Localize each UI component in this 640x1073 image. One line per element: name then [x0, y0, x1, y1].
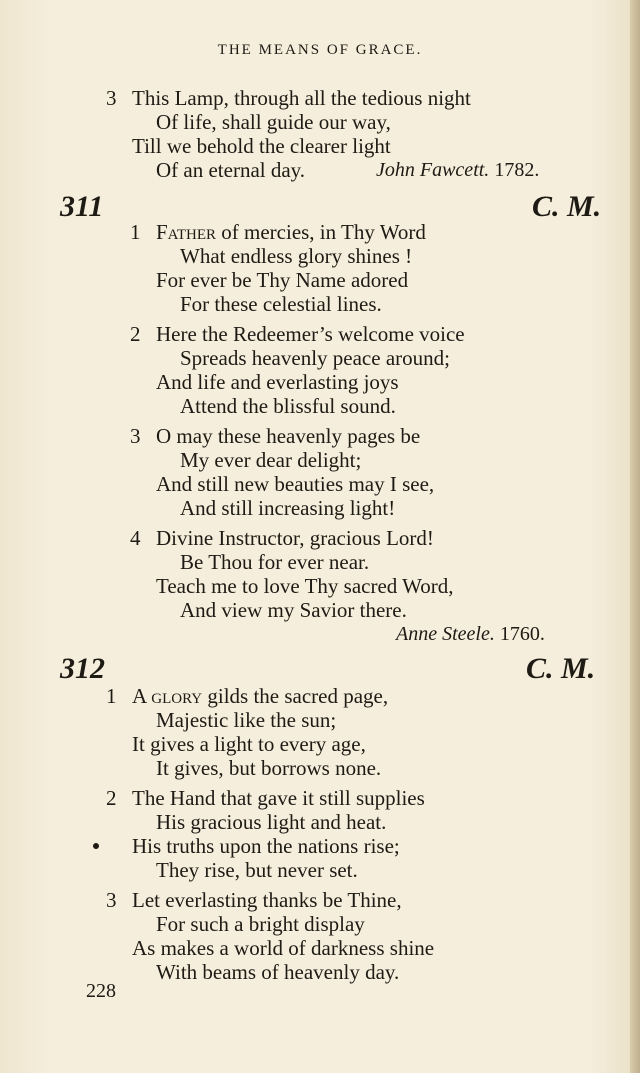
verse-line: For ever be Thy Name adored — [156, 268, 409, 292]
stanza-number: 3 — [130, 424, 141, 448]
verse-line: Spreads heavenly peace around; — [180, 346, 450, 370]
verse-line: His truths upon the nations rise; — [132, 834, 400, 858]
verse-line: And view my Savior there. — [180, 598, 407, 622]
verse-line: Be Thou for ever near. — [180, 550, 370, 574]
stanza-number: 3 — [106, 888, 117, 912]
verse-line: For such a bright display — [156, 912, 365, 936]
verse-line: They rise, but never set. — [156, 858, 358, 882]
ink-mark — [93, 843, 99, 849]
verse-line: Attend the blissful sound. — [180, 394, 396, 418]
verse-line: Till we behold the clearer light — [132, 134, 391, 158]
verse-line: And life and everlasting joys — [156, 370, 399, 394]
running-head: THE MEANS OF GRACE. — [217, 42, 423, 58]
verse-line: With beams of heavenly day. — [156, 960, 400, 984]
line-rest: of mercies, in Thy Word — [216, 220, 426, 244]
line-rest: gilds the sacred page, — [202, 684, 389, 708]
verse-line: And still new beauties may I see, — [156, 472, 435, 496]
verse-line: It gives, but borrows none. — [156, 756, 382, 780]
stanza-number: 2 — [106, 786, 117, 810]
hymn-meter: C. M. — [526, 652, 596, 685]
verse-line: My ever dear delight; — [180, 448, 362, 472]
verse-line: What endless glory shines ! — [180, 244, 413, 268]
hymn-meter: C. M. — [532, 190, 602, 223]
stanza-number: 4 — [130, 526, 141, 550]
verse-line: Divine Instructor, gracious Lord! — [156, 526, 434, 550]
verse-line: For these celestial lines. — [180, 292, 382, 316]
stanza-number: 3 — [106, 86, 117, 110]
first-word: Father — [156, 220, 217, 244]
author-name: John Fawcett. — [376, 159, 490, 181]
attribution — [376, 158, 539, 182]
stanza-number: 1 — [106, 684, 117, 708]
author-name: Anne Steele. — [396, 623, 495, 645]
stanza-number: 2 — [130, 322, 141, 346]
page-number: 228 — [86, 980, 116, 1002]
verse-line — [156, 220, 426, 244]
verse-line: This Lamp, through all the tedious night — [132, 86, 471, 110]
verse-line — [132, 684, 388, 708]
verse-line: The Hand that gave it still supplies — [132, 786, 425, 810]
verse-line: Of an eternal day. — [156, 158, 306, 182]
verse-line: Majestic like the sun; — [156, 708, 337, 732]
hymn-number: 311 — [60, 190, 104, 223]
page-edge — [630, 0, 640, 1073]
verse-line: Of life, shall guide our way, — [156, 110, 391, 134]
first-word: A glory — [132, 684, 203, 708]
stanza-number: 1 — [130, 220, 141, 244]
verse-line: As makes a world of darkness shine — [132, 936, 435, 960]
year: 1782. — [494, 159, 540, 181]
verse-line: O may these heavenly pages be — [156, 424, 421, 448]
verse-line: Here the Redeemer’s welcome voice — [156, 322, 465, 346]
attribution — [396, 622, 545, 646]
verse-line: His gracious light and heat. — [156, 810, 387, 834]
verse-line: Teach me to love Thy sacred Word, — [156, 574, 454, 598]
verse-line: It gives a light to every age, — [132, 732, 366, 756]
verse-line: And still increasing light! — [180, 496, 396, 520]
year: 1760. — [499, 623, 545, 645]
hymn-number: 312 — [60, 652, 105, 685]
verse-line: Let everlasting thanks be Thine, — [132, 888, 402, 912]
